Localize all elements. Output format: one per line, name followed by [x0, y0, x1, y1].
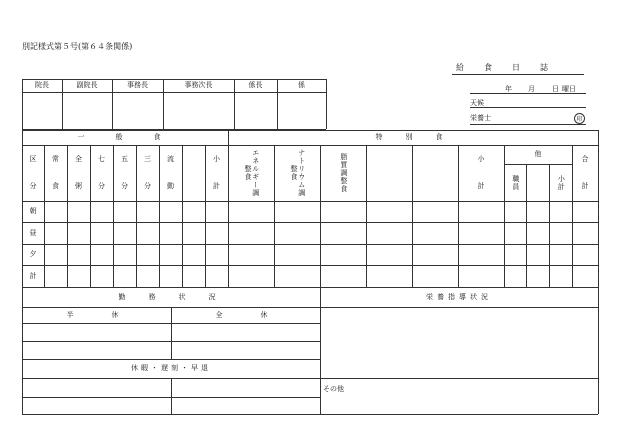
date-underline — [470, 93, 586, 94]
row-breakfast: 朝 — [29, 207, 37, 216]
col-category-top: 区 — [29, 154, 37, 163]
approval-director: 院長 — [35, 81, 49, 90]
weather-label: 天候 — [470, 99, 484, 107]
col-regular-bottom: 食 — [52, 181, 59, 190]
row-lunch: 昼 — [29, 228, 37, 237]
col-full-porridge-bottom: 粥 — [75, 181, 82, 190]
weather-underline — [470, 107, 586, 108]
col-lipid-adjusted-label: 脂質調整食 — [339, 153, 348, 193]
col-sodium-adjusted — [274, 148, 320, 198]
grand-total-bottom: 計 — [581, 181, 589, 190]
staff-column — [504, 166, 526, 200]
title-underline — [452, 74, 584, 75]
col-fifty-bottom: 分 — [121, 181, 128, 190]
approval-deputy-manager: 事務次長 — [184, 81, 213, 90]
approval-vice-director: 副院長 — [76, 81, 98, 90]
grand-total-top: 合 — [581, 154, 589, 163]
col-energy-adjusted — [228, 148, 274, 198]
nutrition-guidance-title: 栄養指導状況 — [426, 292, 492, 301]
approval-staff: 係 — [298, 81, 305, 90]
document-title: 給 食 日 誌 — [456, 63, 554, 72]
col-thirty-top: 三 — [144, 154, 151, 163]
other-subtotal-label: 小計 — [557, 175, 566, 191]
leave-late-early-label: 休暇・遅刻・早退 — [131, 364, 211, 373]
form-reference: 別記様式第５号(第６４条関係) — [22, 42, 133, 51]
col-regular-top: 常 — [52, 154, 59, 163]
approval-chief: 係長 — [248, 81, 263, 90]
col-subtotal-top: 小 — [213, 154, 220, 163]
date-year-label: 年 — [505, 85, 512, 93]
row-total: 計 — [29, 271, 37, 280]
col-liquid-bottom: 動 — [167, 181, 174, 190]
col-energy-adjusted-label: エネルギー調整食 — [244, 149, 260, 197]
general-meal-title: 一 般 食 — [77, 133, 173, 142]
date-weekday-label: 曜日 — [562, 85, 576, 93]
col-seventy-bottom: 分 — [98, 181, 105, 190]
special-subtotal-bottom: 計 — [477, 181, 485, 190]
col-seventy-top: 七 — [98, 154, 105, 163]
seal-mark-icon: 印 — [574, 113, 585, 124]
row-dinner: 夕 — [29, 250, 37, 259]
col-fifty-top: 五 — [121, 154, 128, 163]
other-header: 他 — [534, 150, 542, 159]
col-lipid-adjusted — [320, 148, 366, 198]
other-subtotal-column — [549, 166, 572, 200]
approval-office-manager: 事務長 — [127, 81, 148, 90]
col-liquid-top: 流 — [167, 154, 174, 163]
special-meal-title: 特 別 食 — [375, 133, 451, 142]
nutritionist-label: 栄養士 — [470, 114, 491, 122]
staff-label: 職員 — [511, 175, 520, 191]
col-category-bottom: 分 — [29, 181, 37, 190]
date-day-label: 日 — [552, 85, 559, 93]
date-month-label: 月 — [528, 85, 535, 93]
col-full-porridge-top: 全 — [75, 154, 82, 163]
half-leave-label: 半 休 — [66, 310, 127, 319]
other-notes-label: その他 — [323, 385, 344, 393]
nutritionist-underline — [470, 124, 586, 125]
col-subtotal-bottom: 計 — [213, 181, 220, 190]
col-sodium-adjusted-label: ナトリウム調整食 — [290, 149, 306, 197]
special-subtotal-top: 小 — [477, 154, 485, 163]
full-leave-label: 全 休 — [215, 310, 276, 319]
work-status-title: 勤 務 状 況 — [118, 292, 224, 301]
col-thirty-bottom: 分 — [144, 181, 151, 190]
